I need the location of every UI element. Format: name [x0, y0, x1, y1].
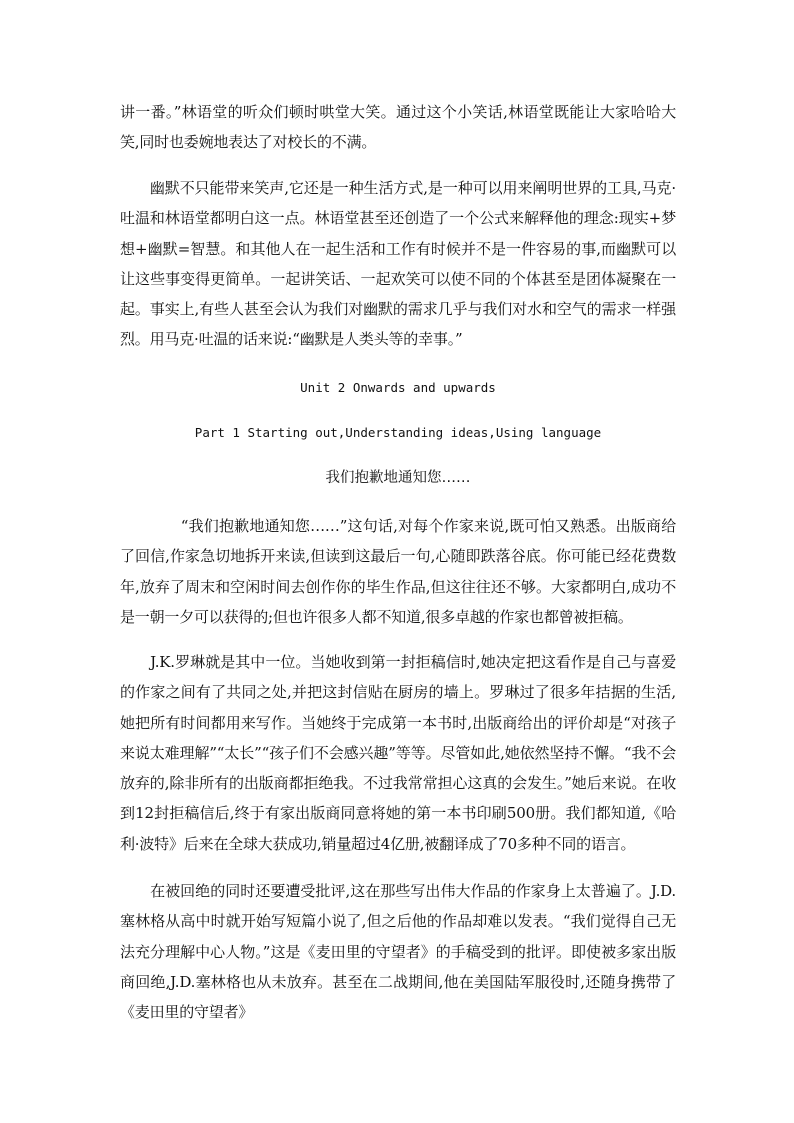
- part-heading: Part 1 Starting out,Understanding ideas,Using language: [194, 425, 602, 440]
- paragraph-lin-yutang-joke: 讲一番。”林语堂的听众们顿时哄堂大笑。通过这个小笑话,林语堂既能让大家哈哈大笑,同时也委婉地表达了对校长的不满。: [120, 103, 676, 152]
- article-title: 我们抱歉地通知您……: [325, 470, 471, 486]
- paragraph-rowling: J.K.罗琳就是其中一位。当她收到第一封拒稿信时,她决定把这看作是自己与喜爱的作家之间有了共同之处,并把这封信贴在厨房的墙上。罗琳过了很多年拮据的生活,她把所有时间都用来写作。当她终于完成第一本书时,出版商给出的评价却是“对孩子来说太难理解”“太长”“孩子们不会感兴趣”等等。尽管如此,她依然坚持不懈。“我不会放弃的,除非所有的出版商都拒绝我。不过我常常担心这真的会发生。”她后来说。在收到12封拒稿信后,终于有家出版商同意将她的第一本书印刷500册。我们都知道,《哈利·波特》后来在全球大获成功,销量超过4亿册,被翻译成了70多种不同的语言。: [120, 653, 676, 853]
- paragraph-rejection-intro: “我们抱歉地通知您……”这句话,对每个作家来说,既可怕又熟悉。出版商给了回信,作家急切地拆开来读,但读到这最后一句,心随即跌落谷底。你可能已经花费数年,放弃了周末和空闲时间去创作你的毕生作品,但这往往还不够。大家都明白,成功不是一朝一夕可以获得的;但也许很多人都不知道,很多卓越的作家也都曾被拒稿。: [120, 517, 676, 626]
- unit-heading: Unit 2 Onwards and upwards: [300, 380, 496, 395]
- paragraph-humor-philosophy: 幽默不只能带来笑声,它还是一种生活方式,是一种可以用来阐明世界的工具,马克·吐温和林语堂都明白这一点。林语堂甚至还创造了一个公式来解释他的理念:现实+梦想+幽默=智慧。和其他人在一起生活和工作有时候并不是一件容易的事,而幽默可以让这些事变得更简单。一起讲笑话、一起欢笑可以使不同的个体甚至是团体凝聚在一起。事实上,有些人甚至会认为我们对幽默的需求几乎与我们对水和空气的需求一样强烈。用马克·吐温的话来说:“幽默是人类头等的幸事。”: [120, 179, 676, 349]
- paragraph-salinger: 在被回绝的同时还要遭受批评,这在那些写出伟大作品的作家身上太普遍了。J.D.塞林格从高中时就开始写短篇小说了,但之后他的作品却难以发表。“我们觉得自己无法充分理解中心人物。”这是《麦田里的守望者》的手稿受到的批评。即使被多家出版商回绝,J.D.塞林格也从未放弃。甚至在二战期间,他在美国陆军服役时,还随身携带了《麦田里的守望者》: [120, 882, 676, 1022]
